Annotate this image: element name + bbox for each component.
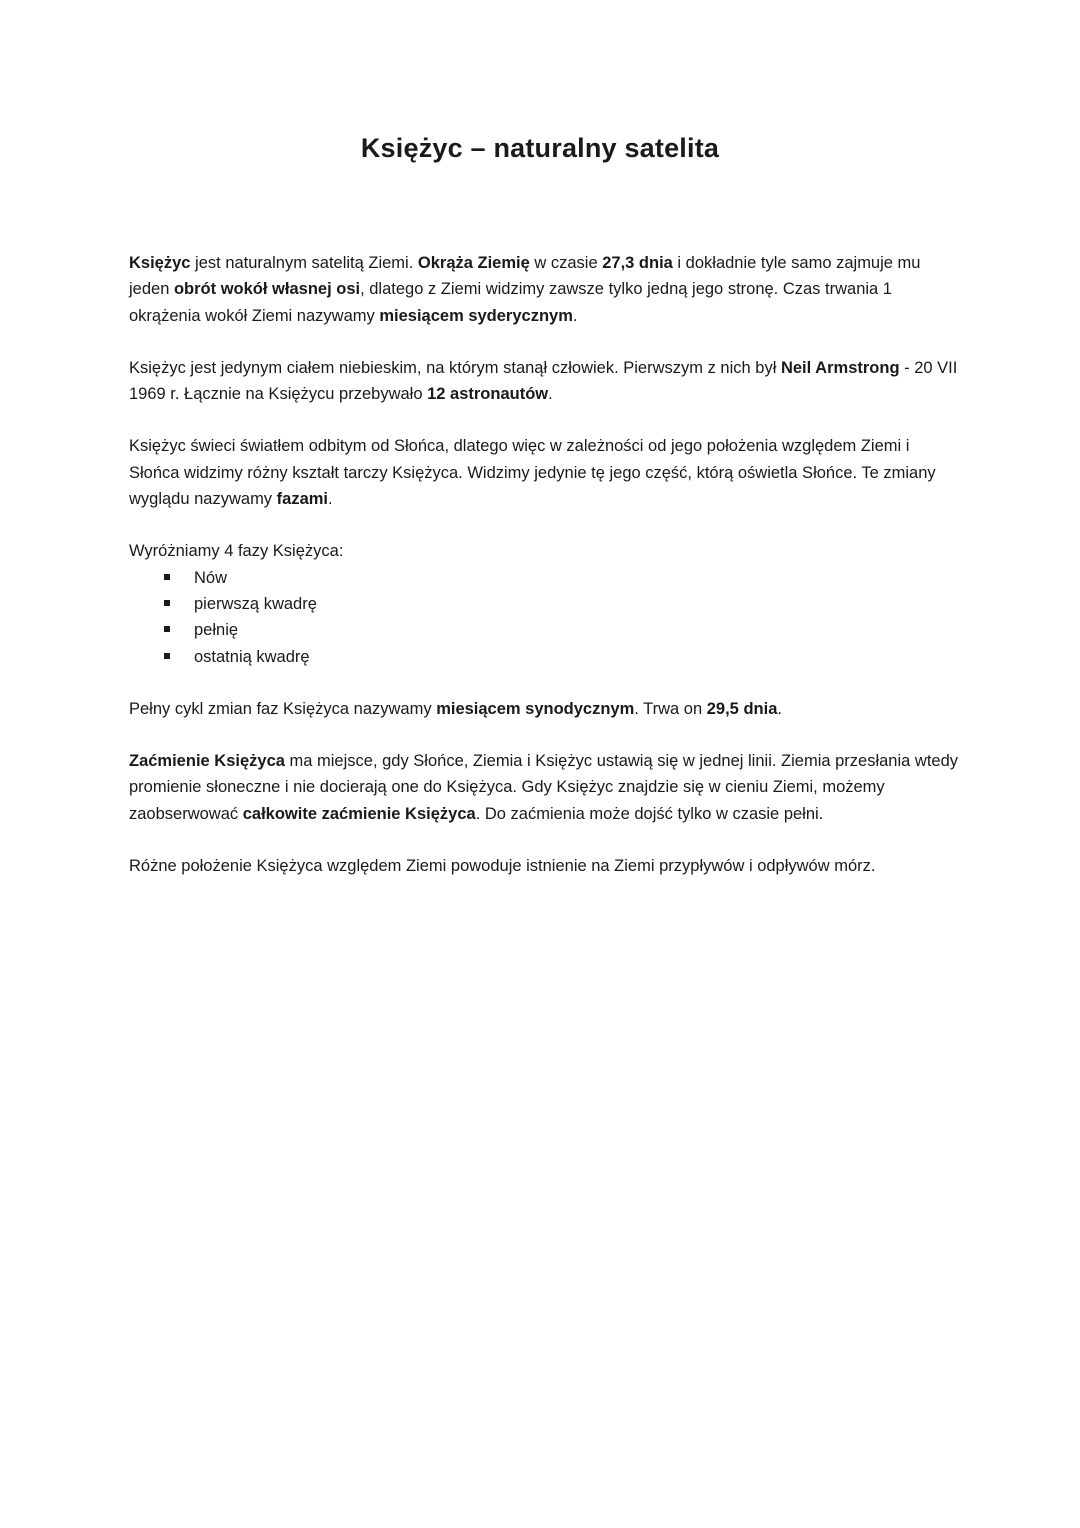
phases-intro: Wyróżniamy 4 fazy Księżyca: — [129, 542, 344, 561]
text-segment: Księżyc świeci światłem odbitym od Słońca, dlatego więc w zależności od jego położenia względem Ziemi i Słońca widzimy różny kształt tarczy Księżyca. Widzimy jedynie tę jego część, którą oświetla Słońce. Te zmiany wyglądu nazywamy — [129, 437, 936, 509]
bold-text: 12 astronautów — [427, 385, 549, 404]
bold-text: Okrąża Ziemię — [417, 254, 530, 272]
paragraph-group-bottom — [129, 696, 959, 879]
text-segment: . — [548, 385, 553, 404]
square-bullet-icon — [164, 600, 170, 606]
paragraph — [129, 748, 959, 827]
paragraph — [129, 853, 959, 879]
bold-text: 27,3 dnia — [602, 254, 673, 272]
bold-text: obrót wokół własnej osi — [173, 280, 361, 299]
paragraph — [129, 355, 959, 408]
bold-text: Księżyc — [129, 254, 191, 272]
list-item-label: ostatnią kwadrę — [194, 647, 310, 666]
paragraph — [129, 250, 959, 329]
square-bullet-icon — [164, 574, 170, 580]
bold-text: miesiącem synodycznym — [436, 699, 635, 718]
bold-text: Zaćmienie Księżyca — [129, 752, 285, 771]
text-segment: . — [328, 490, 333, 509]
text-segment: . — [777, 699, 782, 718]
phases-list — [129, 565, 959, 670]
text-segment: i dokładnie tyle samo zajmuje mu jeden — [129, 254, 921, 299]
list-item — [129, 644, 959, 670]
text-segment: jest naturalnym satelitą Ziemi. — [190, 254, 418, 272]
text-segment: . — [572, 306, 578, 325]
paragraph-group-top — [129, 250, 959, 512]
bold-text: 29,5 dnia — [706, 699, 778, 718]
text-segment: ma miejsce, gdy Słońce, Ziemia i Księżyc ustawią się w jednej linii. Ziemia przesłania wtedy promienie słoneczne i nie docierają one do Księżyca. Gdy Księżyc znajdzie się w cieniu Ziemi, możemy zaobserwować — [129, 752, 959, 823]
text-segment: Pełny cykl zmian faz Księżyca nazywamy — [129, 699, 437, 718]
square-bullet-icon — [164, 626, 170, 632]
text-segment: - 20 VII 1969 r. Łącznie na Księżycu przebywało — [129, 358, 958, 404]
bold-text: miesiącem syderycznym — [379, 306, 573, 325]
text-segment: w czasie — [529, 254, 603, 272]
list-item — [129, 591, 959, 617]
paragraph — [129, 433, 959, 512]
page-title: Księżyc – naturalny satelita — [360, 133, 720, 163]
text-segment: Różne położenie Księżyca względem Ziemi powoduje istnienie na Ziemi przypływów i odpływów mórz. — [129, 857, 876, 876]
paragraph — [129, 696, 959, 722]
text-segment: . Trwa on — [634, 699, 707, 718]
list-item — [129, 565, 959, 591]
list-item — [129, 617, 959, 643]
text-segment: . Do zaćmienia może dojść tylko w czasie pełni. — [475, 804, 824, 823]
list-item-label: pierwszą kwadrę — [194, 594, 317, 613]
text-segment: Księżyc jest jedynym ciałem niebieskim, na którym stanął człowiek. Pierwszym z nich był — [129, 358, 781, 377]
bold-text: Neil Armstrong — [780, 358, 900, 377]
text-segment: , dlatego z Ziemi widzimy zawsze tylko jedną jego stronę. Czas trwania 1 okrążenia wokół Ziemi nazywamy — [129, 280, 892, 325]
bold-text: fazami — [276, 490, 329, 509]
list-item-label: Nów — [194, 568, 228, 587]
document-body — [129, 250, 959, 905]
bold-text: całkowite zaćmienie Księżyca — [242, 804, 476, 823]
list-item-label: pełnię — [194, 621, 239, 640]
square-bullet-icon — [164, 653, 170, 659]
